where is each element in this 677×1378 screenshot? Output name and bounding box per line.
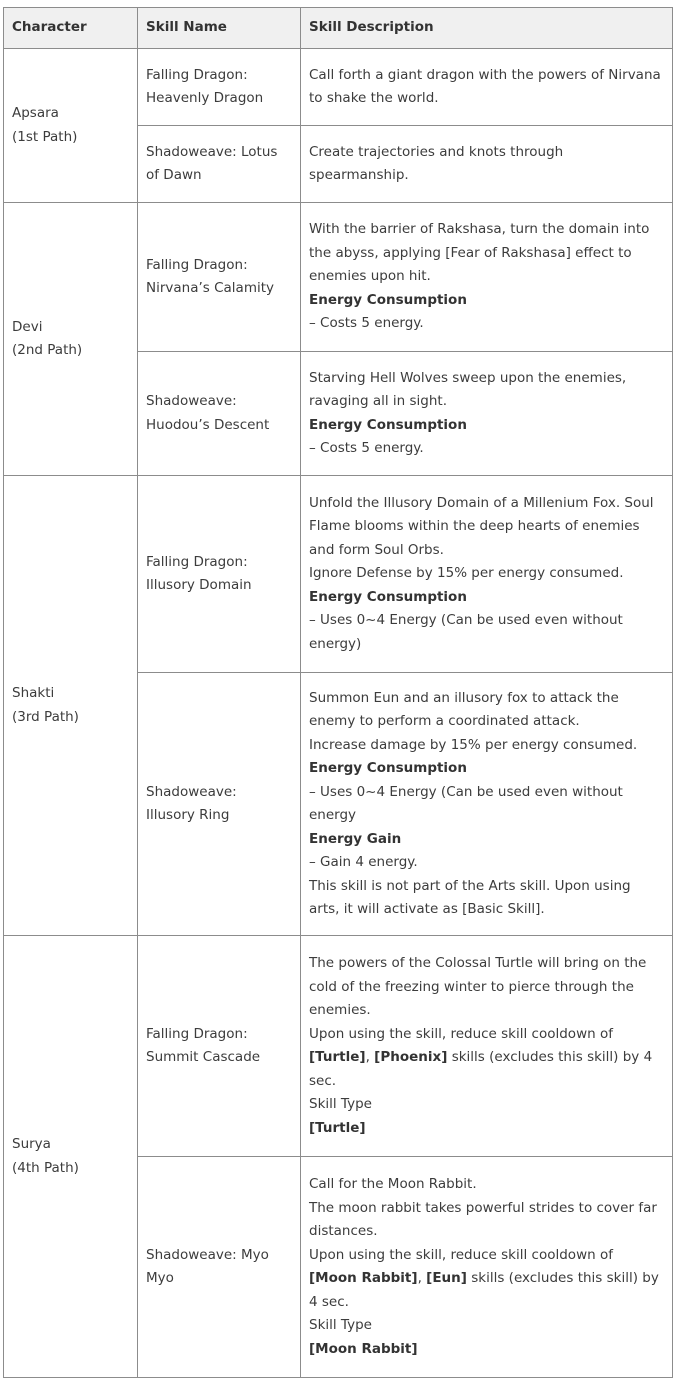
skill-description-cell: [301, 352, 673, 476]
skill-name-line: Illusory Domain: [146, 577, 252, 593]
skill-name-line: Huodou’s Descent: [146, 416, 270, 433]
description-paragraph: Call forth a giant dragon with the powers of Nirvana to shake the world.: [309, 66, 661, 106]
skill-name-line: Shadoweave: Myo: [146, 1246, 269, 1263]
description-keyword: [Turtle]: [309, 1049, 366, 1065]
character-cell: [4, 203, 138, 476]
description-keyword: [Eun]: [426, 1270, 467, 1286]
description-paragraph: Energy Consumption: [309, 760, 467, 776]
description-paragraph: – Uses 0~4 Energy (Can be used even without energy): [309, 612, 623, 652]
character-path: (3rd Path): [12, 708, 79, 725]
skill-name-line: Falling Dragon:: [146, 66, 248, 83]
table-row: [4, 476, 673, 673]
description-paragraph: Energy Gain: [309, 830, 402, 847]
skill-description-cell: [301, 936, 673, 1157]
skill-description-cell: [301, 49, 673, 126]
description-text: Upon using the skill, reduce skill cooldown of: [309, 1025, 613, 1042]
description-paragraph: Ignore Defense by 15% per energy consumed.: [309, 565, 624, 582]
character-name: Shakti: [12, 685, 55, 701]
description-text: skills (excludes this skill) by 4 sec.: [309, 1049, 653, 1089]
skills-table: [3, 7, 673, 1378]
description-paragraph: Unfold the Illusory Domain of a Millenium Fox. Soul Flame blooms within the deep hearts of enemies and form Soul Orbs.: [309, 494, 654, 558]
description-paragraph: Skill Type: [309, 1096, 372, 1112]
skill-name-cell: [138, 126, 301, 203]
header-character: Character: [4, 8, 138, 49]
description-paragraph: The moon rabbit takes powerful strides to cover far distances.: [309, 1199, 657, 1239]
description-keyword: [Moon Rabbit]: [309, 1270, 418, 1286]
character-name: Surya: [12, 1136, 51, 1152]
description-paragraph: The powers of the Colossal Turtle will bring on the cold of the freezing winter to pierce through the enemies.: [309, 955, 647, 1018]
character-path: (4th Path): [12, 1159, 79, 1176]
character-cell: [4, 936, 138, 1378]
skill-name-cell: [138, 352, 301, 476]
description-text: Upon using the skill, reduce skill cooldown of: [309, 1246, 613, 1263]
character-name: Devi: [12, 318, 43, 335]
skill-description-cell: [301, 1157, 673, 1378]
description-paragraph: [Turtle]: [309, 1119, 366, 1136]
skill-name-cell: [138, 203, 301, 352]
description-paragraph: [Moon Rabbit]: [309, 1340, 418, 1357]
skill-name-cell: [138, 673, 301, 936]
skill-name-line: Summit Cascade: [146, 1049, 261, 1065]
description-text: ,: [417, 1270, 427, 1286]
skill-description-cell: [301, 203, 673, 352]
table-row: [4, 936, 673, 1157]
description-paragraph: Starving Hell Wolves sweep upon the enemies, ravaging all in sight.: [309, 369, 627, 409]
table-row: [4, 203, 673, 352]
skill-description-cell: [301, 476, 673, 673]
description-paragraph: – Gain 4 energy.: [309, 854, 418, 870]
description-paragraph: Summon Eun and an illusory fox to attack the enemy to perform a coordinated attack.: [309, 689, 619, 729]
description-paragraph: Create trajectories and knots through spearmanship.: [309, 143, 564, 183]
description-keyword: [Phoenix]: [374, 1049, 448, 1065]
description-paragraph: – Costs 5 energy.: [309, 440, 424, 456]
description-paragraph: Energy Consumption: [309, 416, 467, 433]
skill-name-cell: [138, 49, 301, 126]
description-paragraph: Call for the Moon Rabbit.: [309, 1176, 477, 1192]
skill-name-line: Heavenly Dragon: [146, 90, 264, 106]
skill-name-line: Shadoweave: Lotus: [146, 143, 278, 160]
character-path: (2nd Path): [12, 342, 83, 358]
description-text: skills (excludes this skill) by 4 sec.: [309, 1270, 659, 1310]
skill-name-cell: [138, 476, 301, 673]
skill-name-line: Shadoweave:: [146, 783, 237, 800]
skill-description-cell: [301, 673, 673, 936]
description-paragraph: – Costs 5 energy.: [309, 315, 424, 332]
description-paragraph: With the barrier of Rakshasa, turn the domain into the abyss, applying [Fear of Rakshasa] effect to enemies upon hit.: [309, 221, 650, 285]
description-paragraph: Energy Consumption: [309, 588, 467, 605]
character-cell: [4, 476, 138, 936]
skill-description-cell: [301, 126, 673, 203]
description-paragraph: This skill is not part of the Arts skill. Upon using arts, it will activate as [Basic Skill].: [309, 877, 631, 917]
skill-name-line: Nirvana’s Calamity: [146, 280, 275, 296]
description-paragraph: – Uses 0~4 Energy (Can be used even without energy: [309, 783, 623, 823]
skill-name-line: Falling Dragon:: [146, 1025, 248, 1042]
skill-name-line: Falling Dragon:: [146, 256, 248, 273]
skill-name-line: Shadoweave:: [146, 393, 237, 409]
skill-name-cell: [138, 1157, 301, 1378]
header-skill-description: Skill Description: [301, 8, 673, 49]
description-paragraph: [309, 1244, 664, 1315]
description-paragraph: [309, 1023, 664, 1094]
skill-name-line: Falling Dragon:: [146, 553, 248, 570]
description-paragraph: Skill Type: [309, 1317, 372, 1333]
description-paragraph: Increase damage by 15% per energy consumed.: [309, 736, 638, 753]
description-text: ,: [365, 1049, 375, 1065]
skill-name-line: Myo: [146, 1270, 174, 1286]
character-name: Apsara: [12, 105, 59, 121]
skill-name-cell: [138, 936, 301, 1157]
description-paragraph: Energy Consumption: [309, 291, 467, 308]
skill-name-line: of Dawn: [146, 167, 202, 183]
skill-name-line: Illusory Ring: [146, 807, 230, 823]
header-row: [4, 8, 673, 49]
table-row: [4, 49, 673, 126]
header-skill-name: Skill Name: [138, 8, 301, 49]
character-path: (1st Path): [12, 128, 78, 145]
character-cell: [4, 49, 138, 203]
